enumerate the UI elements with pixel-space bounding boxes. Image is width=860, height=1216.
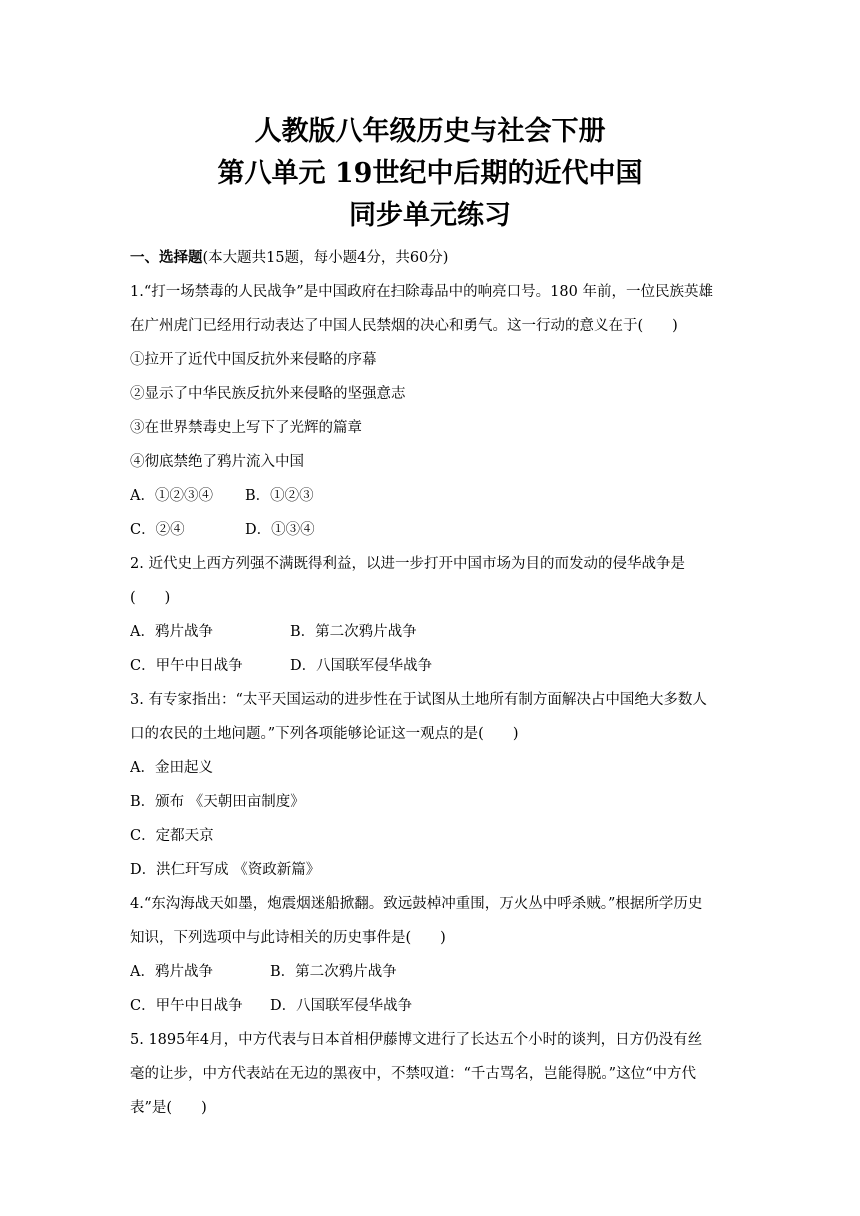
option-row — [130, 649, 735, 683]
section-heading: 一、选择题 — [130, 249, 203, 266]
title-block — [0, 111, 860, 237]
option-d: D．八国联军侵华战争 — [270, 998, 413, 1014]
option-row — [130, 479, 735, 513]
document-title-line-2: 第八单元 19世纪中后期的近代中国 — [217, 158, 643, 189]
question-4 — [130, 887, 735, 1023]
option-row — [130, 615, 735, 649]
question-stem-line: 5. 1895年4月，中方代表与日本首相伊藤博文进行了长达五个小时的谈判，日方仍没有丝 — [130, 1032, 703, 1048]
option-a: A．金田起义 — [130, 760, 213, 776]
question-stem-line: ( ) — [130, 590, 171, 606]
statement-line: ③在世界禁毒史上写下了光辉的篇章 — [130, 420, 362, 436]
option-c: C．②④ — [130, 522, 185, 538]
question-stem-line: 表”是( ) — [130, 1100, 207, 1116]
question-stem-line: 1.“打一场禁毒的人民战争”是中国政府在扫除毒品中的响亮口号。180 年前，一位民族英雄 — [130, 284, 713, 300]
option-a: A．鸦片战争 — [130, 624, 213, 640]
option-d: D．八国联军侵华战争 — [290, 658, 433, 674]
option-row — [130, 989, 735, 1023]
option-c: C．甲午中日战争 — [130, 658, 243, 674]
option-b: B．①②③ — [245, 488, 314, 504]
question-stem-line: 毫的让步，中方代表站在无边的黑夜中，不禁叹道：“千古骂名，岂能得脱。”这位“中方代 — [130, 1066, 696, 1082]
exercise-body — [130, 241, 735, 1125]
option-d: D．洪仁玕写成 《资政新篇》 — [130, 862, 321, 878]
question-stem-line: 在广州虎门已经用行动表达了中国人民禁烟的决心和勇气。这一行动的意义在于( ) — [130, 318, 678, 334]
statement-line: ①拉开了近代中国反抗外来侵略的序幕 — [130, 352, 377, 368]
question-3 — [130, 683, 735, 887]
option-a: A．鸦片战争 — [130, 964, 213, 980]
statement-line: ④彻底禁绝了鸦片流入中国 — [130, 454, 304, 470]
question-1 — [130, 275, 735, 547]
question-stem-line: 3. 有专家指出：“太平天国运动的进步性在于试图从土地所有制方面解决占中国绝大多数人 — [130, 692, 707, 708]
option-row — [130, 955, 735, 989]
option-a: A．①②③④ — [130, 488, 213, 504]
section-header — [130, 241, 735, 275]
question-5 — [130, 1023, 735, 1125]
statement-line: ②显示了中华民族反抗外来侵略的坚强意志 — [130, 386, 406, 402]
document-title-line-1: 人教版八年级历史与社会下册 — [254, 116, 606, 147]
question-2 — [130, 547, 735, 683]
option-b: B．第二次鸦片战争 — [270, 964, 397, 980]
option-c: C．定都天京 — [130, 828, 214, 844]
question-stem-line: 4.“东沟海战天如墨，炮震烟迷船掀翻。致远鼓棹冲重围，万火丛中呼杀贼。”根据所学历史 — [130, 896, 703, 912]
option-b: B．颁布 《天朝田亩制度》 — [130, 794, 305, 810]
option-b: B．第二次鸦片战争 — [290, 624, 417, 640]
option-d: D．①③④ — [245, 522, 315, 538]
option-row — [130, 513, 735, 547]
option-c: C．甲午中日战争 — [130, 998, 243, 1014]
question-stem-line: 知识，下列选项中与此诗相关的历史事件是( ) — [130, 930, 446, 946]
section-note: (本大题共15题，每小题4分，共60分) — [202, 250, 449, 266]
question-stem-line: 2. 近代史上西方列强不满既得利益，以进一步打开中国市场为目的而发动的侵华战争是 — [130, 556, 685, 572]
document-title-line-3: 同步单元练习 — [349, 200, 511, 231]
question-stem-line: 口的农民的土地问题。”下列各项能够论证这一观点的是( ) — [130, 726, 519, 742]
